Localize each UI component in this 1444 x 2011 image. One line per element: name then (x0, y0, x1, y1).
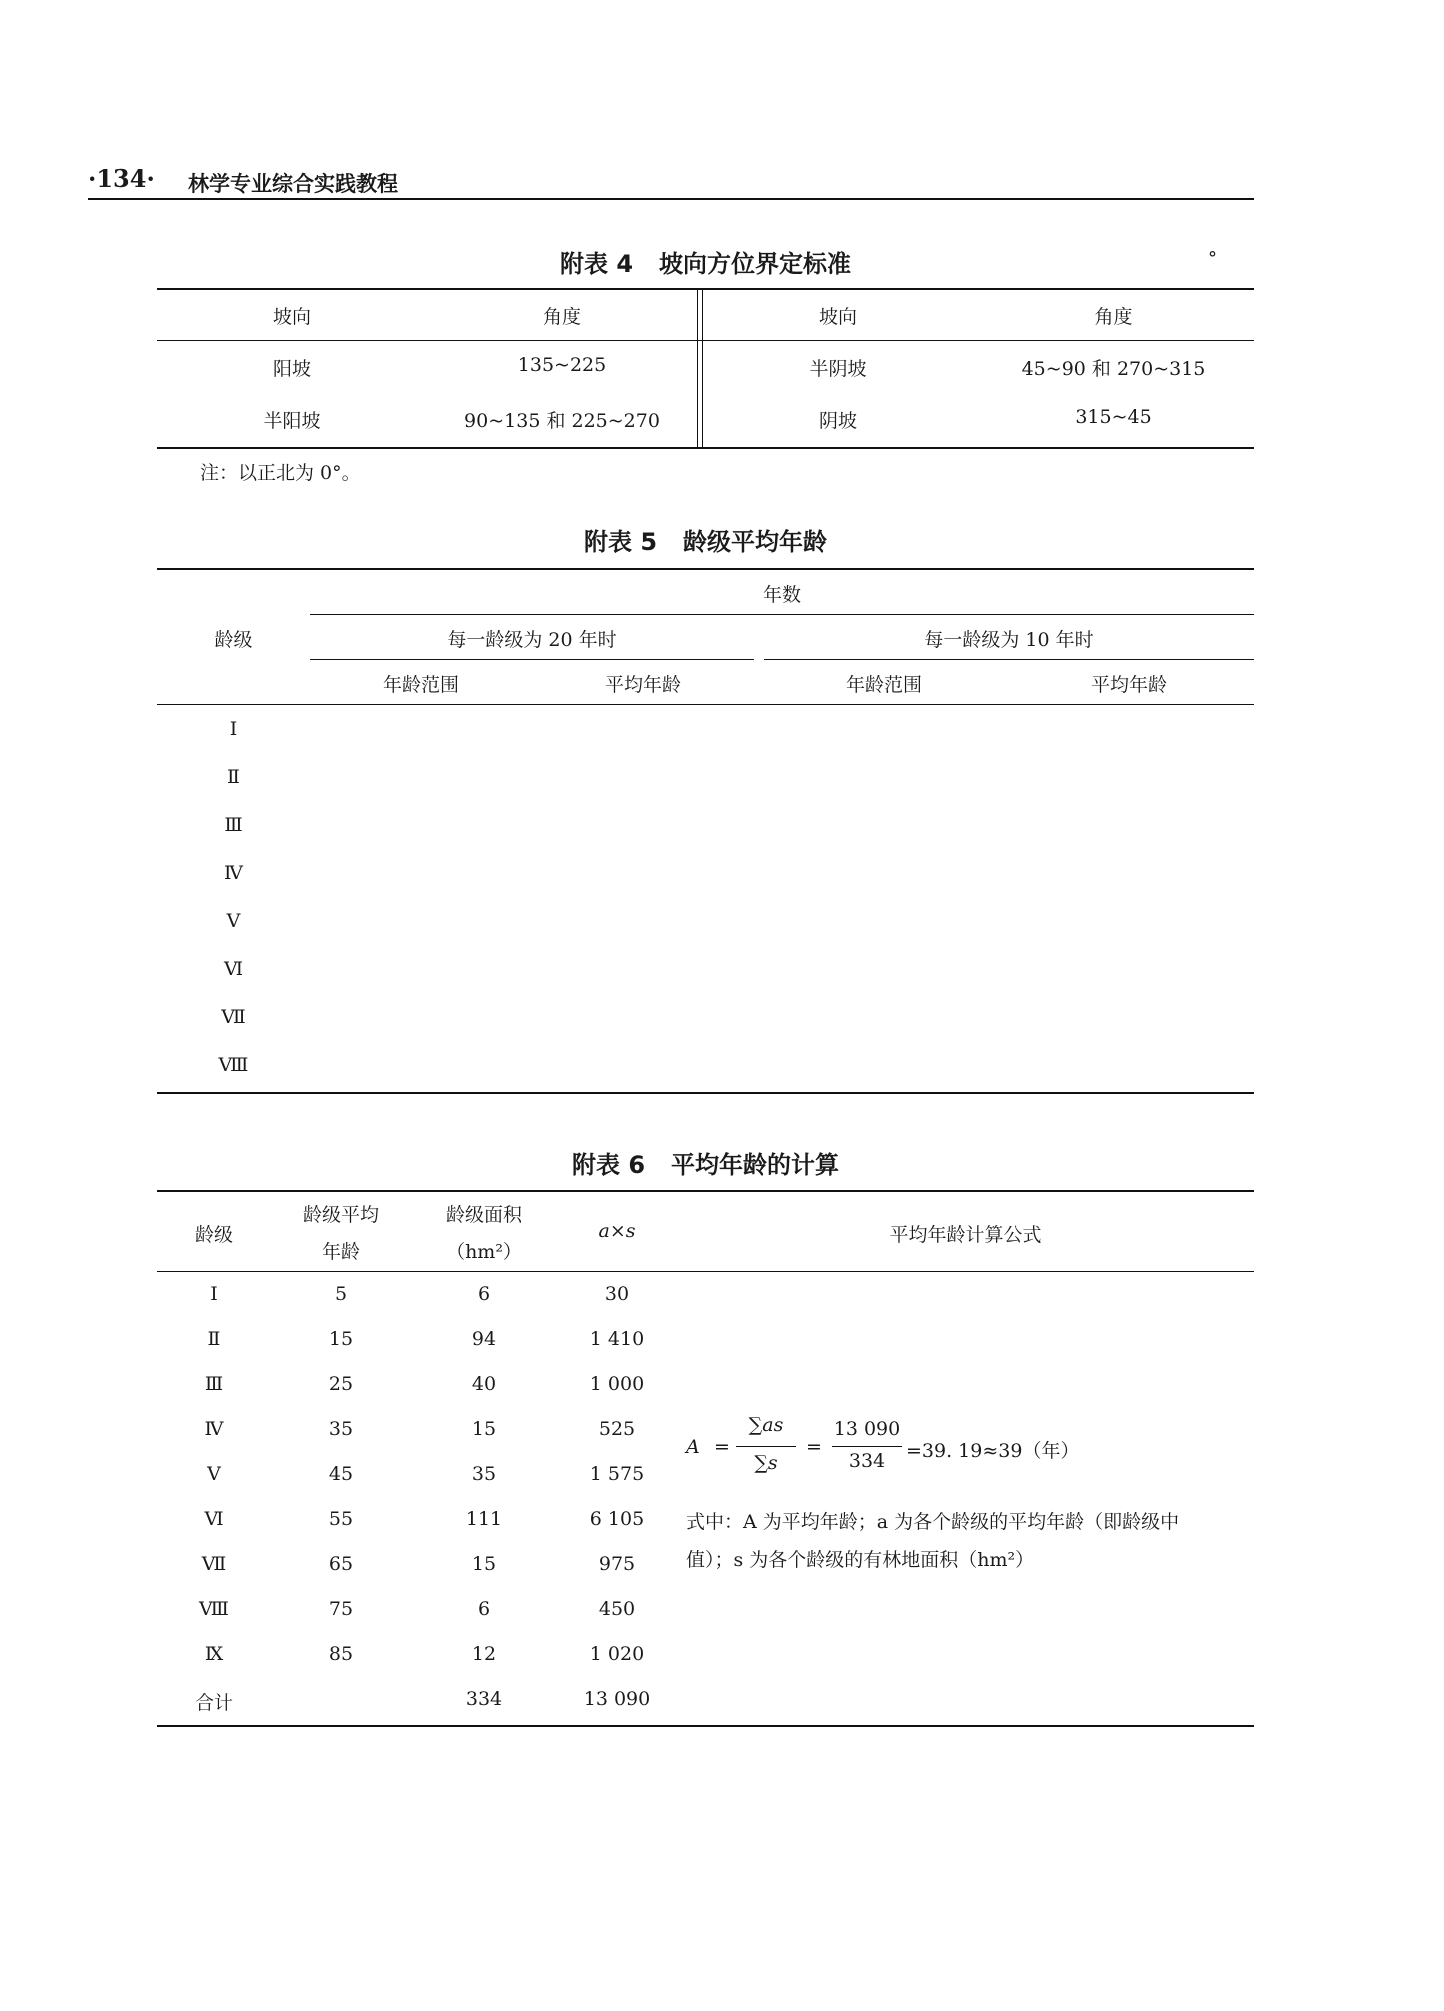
table4-divider-left (697, 288, 698, 447)
table6-cell: 94 (471, 1328, 497, 1350)
table5-header-avg-20: 平均年龄 (604, 674, 681, 696)
table6-cell: 45 (328, 1463, 354, 1485)
table5-header-rule (157, 704, 1254, 705)
table6-cell: 30 (604, 1283, 630, 1305)
table4-cell: 半阴坡 (809, 358, 867, 380)
table5-class: Ⅵ (223, 958, 244, 980)
table4-cell: 阴坡 (818, 410, 857, 432)
table5-class: Ⅲ (224, 814, 243, 836)
table4-header-angle: 角度 (542, 306, 581, 328)
table6-cell: Ⅵ (204, 1508, 224, 1530)
table5-caption-title: 龄级平均年龄 (683, 528, 828, 556)
table6-cell: Ⅰ (210, 1283, 218, 1305)
table5-bottom-rule (157, 1092, 1254, 1094)
table6-caption-number: 附表 6 (571, 1151, 646, 1179)
formula-fraction-bar-2 (832, 1446, 902, 1447)
average-age-formula (686, 1408, 1256, 1488)
table6-cell: 5 (334, 1283, 348, 1305)
table6-top-rule (157, 1190, 1254, 1192)
table6-cell: 111 (465, 1508, 503, 1530)
table5-header-years: 年数 (762, 584, 801, 606)
table4-header-rule (157, 340, 1254, 341)
table5-header-range-10: 年龄范围 (845, 674, 922, 696)
table6-cell: 525 (598, 1418, 636, 1440)
formula-equals-2: = (806, 1436, 822, 1458)
table6-cell: 55 (328, 1508, 354, 1530)
table4-cell: 90~135 和 225~270 (464, 410, 660, 432)
table5-top-rule (157, 568, 1254, 570)
table4-header-aspect: 坡向 (272, 306, 311, 328)
table5-years-rule (310, 614, 1254, 615)
formula-denominator: ∑s (754, 1452, 778, 1474)
table5-class: Ⅱ (227, 766, 240, 788)
table6-total-label: 合计 (194, 1692, 233, 1714)
table6-cell: Ⅶ (201, 1553, 227, 1575)
table6-cell: 15 (471, 1418, 497, 1440)
table6-caption-title: 平均年龄的计算 (671, 1151, 840, 1179)
formula-description-line1: 式中：A 为平均年龄；a 为各个龄级的平均年龄（即龄级中 (686, 1511, 1180, 1533)
table6-cell: 40 (471, 1373, 497, 1395)
formula-denominator-value: 334 (848, 1450, 886, 1472)
table6-cell: Ⅷ (199, 1598, 229, 1620)
table5-class: Ⅰ (229, 718, 238, 740)
formula-description-line2: 值）；s 为各个龄级的有林地面积（hm²） (686, 1549, 1035, 1571)
table6-header-avg-line2: 年龄 (321, 1241, 360, 1263)
table6-cell: 6 (477, 1598, 491, 1620)
table5-class: Ⅳ (224, 862, 243, 884)
table4-header-aspect-2: 坡向 (818, 306, 857, 328)
table5-class: Ⅴ (226, 910, 241, 932)
table5-class: Ⅷ (218, 1054, 249, 1076)
table5-header-group10: 每一龄级为 10 年时 (924, 629, 1094, 651)
table6-cell: Ⅴ (207, 1463, 221, 1485)
table5-class: Ⅶ (221, 1006, 246, 1028)
table5-group10-rule (764, 659, 1254, 660)
table6-cell: 85 (328, 1643, 354, 1665)
table6-cell: Ⅳ (204, 1418, 224, 1440)
table6-cell: 6 105 (589, 1508, 645, 1530)
table6-cell: Ⅸ (204, 1643, 224, 1665)
table5-caption (157, 522, 1254, 557)
table6-caption (157, 1145, 1254, 1180)
table6-cell: 975 (598, 1553, 636, 1575)
table4-note: 注：以正北为 0°。 (200, 462, 361, 484)
table6-cell: 15 (328, 1328, 354, 1350)
formula-result: =39. 19≈39（年） (906, 1440, 1080, 1462)
table6-cell: 1 410 (589, 1328, 645, 1350)
table4-bottom-rule (157, 447, 1254, 449)
table4-caption-title: 坡向方位界定标准 (659, 250, 852, 278)
table6-header-rule (157, 1271, 1254, 1272)
table5-caption-number: 附表 5 (583, 528, 658, 556)
table6-header-product: a×s (598, 1220, 636, 1242)
table4-cell: 315~45 (1075, 406, 1152, 428)
table6-header-avg-line1: 龄级平均 (302, 1204, 379, 1226)
table4-header-angle-2: 角度 (1094, 306, 1133, 328)
table6-header-area-line1: 龄级面积 (445, 1204, 522, 1226)
book-title: 林学专业综合实践教程 (188, 172, 398, 196)
table4-cell: 135~225 (517, 354, 607, 376)
table6-bottom-rule (157, 1725, 1254, 1727)
table6-cell: 1 575 (589, 1463, 645, 1485)
table6-cell: 65 (328, 1553, 354, 1575)
formula-lhs: A (686, 1436, 700, 1458)
table6-header-formula: 平均年龄计算公式 (889, 1224, 1042, 1246)
formula-numerator-value: 13 090 (833, 1418, 901, 1440)
formula-fraction-bar (736, 1446, 796, 1447)
table6-total-area: 334 (465, 1688, 503, 1710)
table4-top-rule (157, 288, 1254, 290)
table6-cell: 6 (477, 1283, 491, 1305)
table4-caption-mark: ° (1208, 248, 1217, 269)
table6-cell: 450 (598, 1598, 636, 1620)
table6-cell: 1 000 (589, 1373, 645, 1395)
table5-group20-rule (310, 659, 754, 660)
page-number: ·134· (88, 164, 155, 193)
table6-cell: Ⅲ (204, 1373, 224, 1395)
table6-cell: 1 020 (589, 1643, 645, 1665)
table6-cell: 35 (471, 1463, 497, 1485)
table6-cell: 35 (328, 1418, 354, 1440)
table4-cell: 半阳坡 (263, 410, 321, 432)
running-head (88, 162, 1254, 200)
table4-caption (157, 244, 1254, 279)
table5-header-group20: 每一龄级为 20 年时 (447, 629, 617, 651)
table5-header-range-20: 年龄范围 (382, 674, 459, 696)
table6-cell: Ⅱ (207, 1328, 221, 1350)
table6-cell: 15 (471, 1553, 497, 1575)
table6-header-class: 龄级 (194, 1224, 233, 1246)
table6-header-area-line2: （hm²） (446, 1241, 522, 1263)
formula-numerator: ∑as (748, 1414, 784, 1436)
table4-caption-number: 附表 4 (559, 250, 634, 278)
table6-cell: 25 (328, 1373, 354, 1395)
table5-header-class: 龄级 (214, 629, 253, 651)
table6-cell: 12 (471, 1643, 497, 1665)
table6-cell: 75 (328, 1598, 354, 1620)
table4-cell: 阳坡 (272, 358, 311, 380)
table4-cell: 45~90 和 270~315 (1021, 358, 1206, 380)
table6-total-product: 13 090 (583, 1688, 651, 1710)
formula-equals-1: = (714, 1436, 730, 1458)
table5-header-avg-10: 平均年龄 (1090, 674, 1167, 696)
